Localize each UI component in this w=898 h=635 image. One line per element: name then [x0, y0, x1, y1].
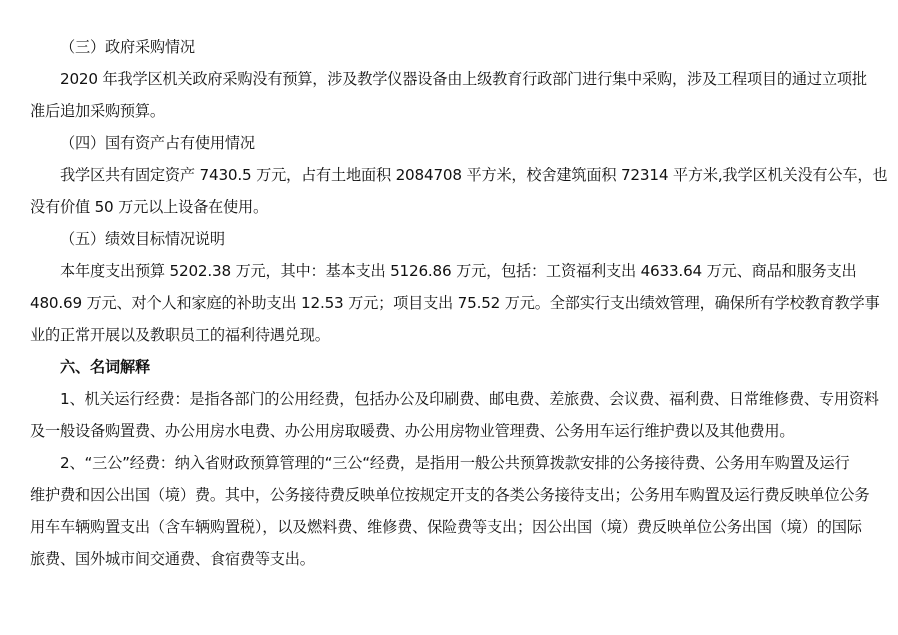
section-4-paragraph-line-1: 我学区共有固定资产 7430.5 万元，占有土地面积 2084708 平方米，校舍建筑面积 72314 平方米,我学区机关没有公车，也 — [60, 166, 888, 184]
section-5-paragraph-line-3: 业的正常开展以及教职员工的福利待遇兑现。 — [30, 326, 330, 344]
section-6-title: 六、名词解释 — [60, 358, 150, 376]
section-3-title: （三）政府采购情况 — [60, 38, 195, 56]
section-5-paragraph-line-1: 本年度支出预算 5202.38 万元，其中：基本支出 5126.86 万元，包括：工资福利支出 4633.64 万元、商品和服务支出 — [60, 262, 857, 280]
term-2-line-3: 用车车辆购置支出（含车辆购置税），以及燃料费、维修费、保险费等支出；因公出国（境）费反映单位公务出国（境）的国际 — [30, 518, 862, 536]
term-2-line-2: 维护费和因公出国（境）费。其中，公务接待费反映单位按规定开支的各类公务接待支出；公务用车购置及运行费反映单位公务 — [30, 486, 870, 504]
term-1-line-2: 及一般设备购置费、办公用房水电费、办公用房取暖费、办公用房物业管理费、公务用车运行维护费以及其他费用。 — [30, 422, 795, 440]
term-1-line-1: 1、机关运行经费：是指各部门的公用经费，包括办公及印刷费、邮电费、差旅费、会议费、福利费、日常维修费、专用资料 — [60, 390, 879, 408]
section-3-paragraph-line-1: 2020 年我学区机关政府采购没有预算，涉及教学仪器设备由上级教育行政部门进行集中采购，涉及工程项目的通过立项批 — [60, 70, 867, 88]
section-5-paragraph-line-2: 480.69 万元、对个人和家庭的补助支出 12.53 万元；项目支出 75.52 万元。全部实行支出绩效管理，确保所有学校教育教学事 — [30, 294, 880, 312]
term-2-line-1: 2、“三公”经费：纳入省财政预算管理的“三公“经费，是指用一般公共预算拨款安排的公务接待费、公务用车购置及运行 — [60, 454, 850, 472]
section-3-paragraph-line-2: 准后追加采购预算。 — [30, 102, 165, 120]
section-4-paragraph-line-2: 没有价值 50 万元以上设备在使用。 — [30, 198, 269, 216]
term-2-line-4: 旅费、国外城市间交通费、食宿费等支出。 — [30, 550, 315, 568]
section-4-title: （四）国有资产占有使用情况 — [60, 134, 255, 152]
section-5-title: （五）绩效目标情况说明 — [60, 230, 225, 248]
document-body — [30, 31, 888, 575]
